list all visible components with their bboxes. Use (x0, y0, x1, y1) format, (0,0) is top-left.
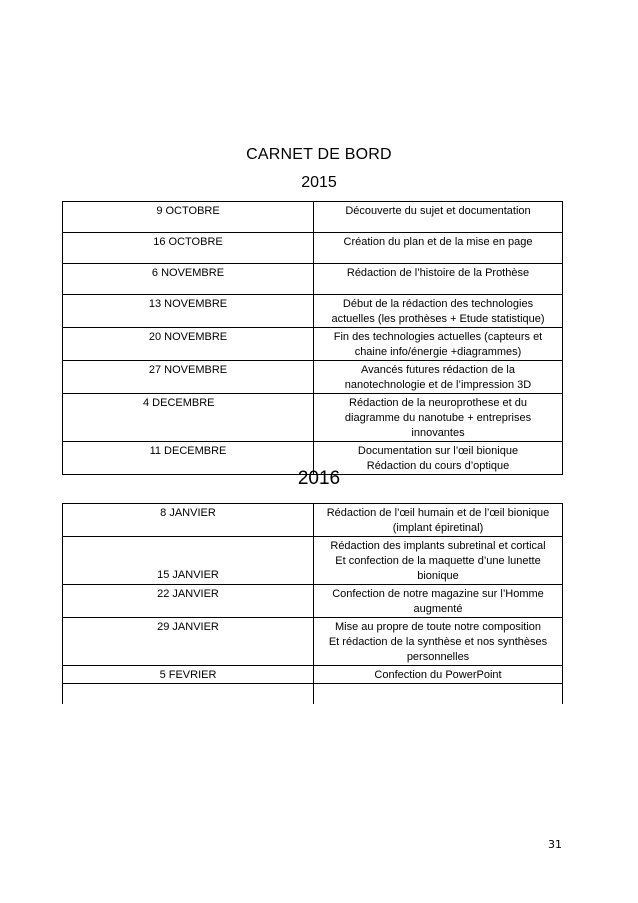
table-row (63, 585, 563, 618)
task-line: Documentation sur l’œil bionique (357, 445, 519, 457)
task-line: Mise au propre de toute notre composition (334, 621, 542, 633)
table-row-empty (63, 684, 563, 705)
task-line: nanotechnologie et de l’impression 3D (344, 379, 532, 391)
date-cell: 27 NOVEMBRE (63, 361, 314, 394)
task-cell (314, 504, 563, 537)
table-row (63, 202, 563, 233)
table-row (63, 361, 563, 394)
task-line: Fin des technologies actuelles (capteurs et (333, 331, 543, 343)
task-line: bionique (417, 570, 459, 582)
log-table-2016 (62, 503, 563, 704)
date-cell: 8 JANVIER (63, 504, 314, 537)
task-cell (314, 585, 563, 618)
task-line: Confection de notre magazine sur l’Homme (332, 588, 544, 600)
task-line: actuelles (les prothèses + Etude statistique) (331, 313, 545, 325)
task-line: Rédaction de l’œil humain et de l’œil bionique (326, 507, 550, 519)
task-cell (314, 361, 563, 394)
task-cell (314, 537, 563, 585)
date-cell: 6 NOVEMBRE (63, 264, 314, 295)
date-cell: 15 JANVIER (63, 537, 314, 585)
table-row (63, 504, 563, 537)
page-title: CARNET DE BORD (246, 146, 392, 163)
table-row (63, 666, 563, 684)
task-line: innovantes (411, 427, 465, 439)
task-cell (314, 328, 563, 361)
table-row (63, 537, 563, 585)
empty-cell (314, 684, 563, 705)
task-cell: Rédaction de l’histoire de la Prothèse (314, 264, 563, 295)
task-line: personnelles (406, 651, 470, 663)
task-line: Rédaction du cours d’optique (366, 460, 510, 472)
empty-cell (63, 684, 314, 705)
task-cell: Découverte du sujet et documentation (314, 202, 563, 233)
date-cell: 11 DECEMBRE (63, 442, 314, 475)
task-cell: Création du plan et de la mise en page (314, 233, 563, 264)
year-heading-2016: 2016 (297, 468, 341, 489)
table-row (63, 295, 563, 328)
task-line: Début de la rédaction des technologies (342, 298, 534, 310)
date-cell: 22 JANVIER (63, 585, 314, 618)
task-cell: Confection du PowerPoint (314, 666, 563, 684)
date-cell: 4 DECEMBRE (63, 394, 314, 442)
page-number: 31 (548, 838, 562, 851)
date-cell: 9 OCTOBRE (63, 202, 314, 233)
task-cell (314, 394, 563, 442)
task-line: (implant épiretinal) (392, 522, 484, 534)
task-line: chaine info/énergie +diagrammes) (354, 346, 522, 358)
table-row (63, 394, 563, 442)
task-line: Et rédaction de la synthèse et nos synthèses (328, 636, 548, 648)
table-row (63, 264, 563, 295)
table-row (63, 618, 563, 666)
task-cell (314, 618, 563, 666)
date-cell: 13 NOVEMBRE (63, 295, 314, 328)
task-line: Rédaction de la neuroprothese et du (349, 397, 527, 409)
task-line: Et confection de la maquette d’une lunette (335, 555, 541, 567)
task-line: Avancés futures rédaction de la (361, 364, 515, 376)
date-cell: 20 NOVEMBRE (63, 328, 314, 361)
task-line: Rédaction des implants subretinal et cortical (330, 540, 546, 552)
table-row (63, 328, 563, 361)
table-row (63, 233, 563, 264)
task-line: diagramme du nanotube + entreprises (344, 412, 532, 424)
date-cell: 29 JANVIER (63, 618, 314, 666)
year-heading-2015: 2015 (301, 174, 337, 191)
date-cell: 16 OCTOBRE (63, 233, 314, 264)
date-cell: 5 FEVRIER (63, 666, 314, 684)
task-cell (314, 295, 563, 328)
task-line: augmenté (413, 603, 463, 615)
log-table-2015 (62, 201, 563, 475)
